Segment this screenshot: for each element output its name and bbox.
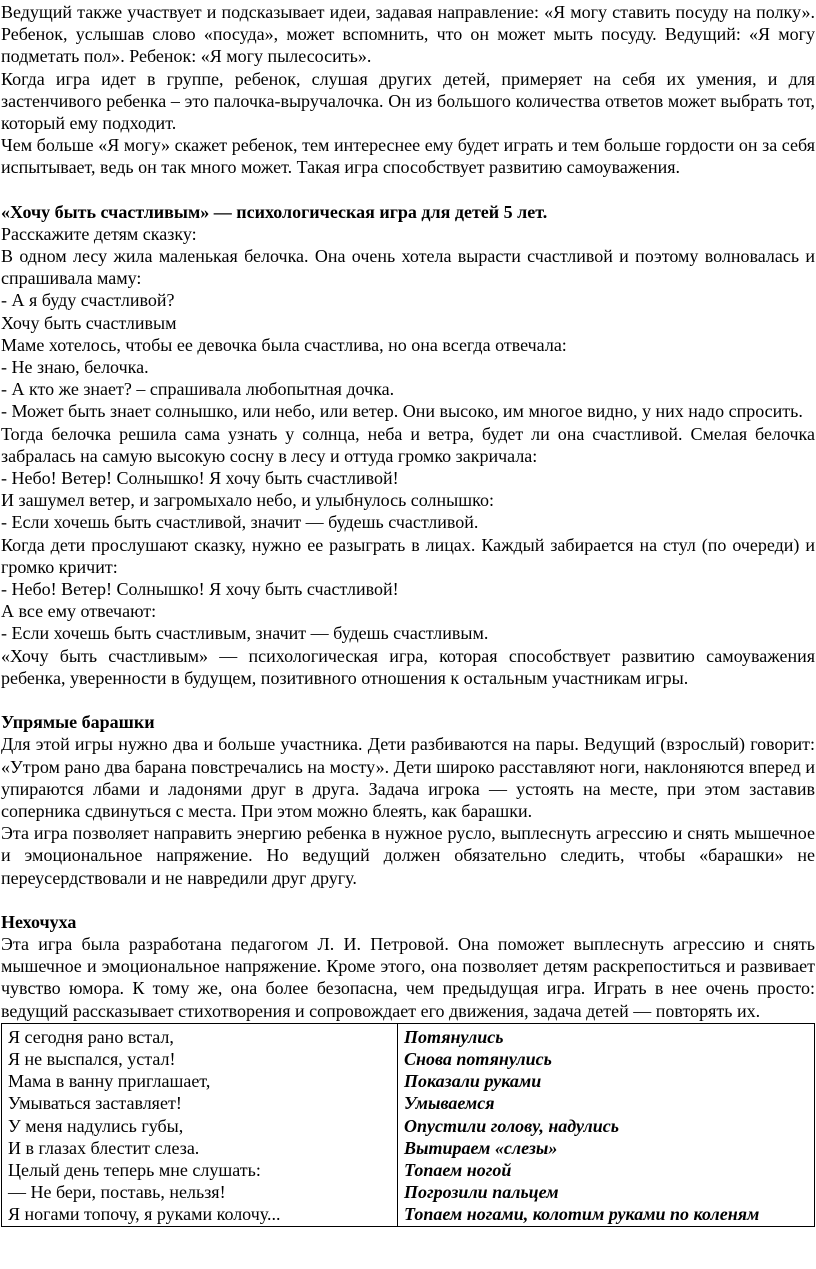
table-row [2, 1023, 815, 1226]
action-line: Топаем ногами, колотим руками по коленям [404, 1204, 760, 1225]
action-line: Потянулись [404, 1026, 504, 1047]
section3-paragraph: Эта игра была разработана педагогом Л. И. Петровой. Она поможет выплеснуть агрессию и снять мышечное и эмоциональное напряжение. Кроме этого, она позволяет детям раскрепоститься и развивает чувство юмора. К тому же, она более безопасна, чем предыдущая игра. Играть в нее очень просто: ведущий рассказывает стихотворения и сопровождает его движения, задача детей — повторять их. [1, 933, 815, 1021]
verse-line: У меня надулись губы, [8, 1115, 184, 1136]
section2-paragraph: Эта игра позволяет направить энергию ребенка в нужное русло, выплеснуть агрессию и снять мышечное и эмоциональное напряжение. Но ведущий должен обязательно следить, чтобы «барашки» не переусердствовали и не навредили друг другу. [1, 823, 815, 888]
action-line: Топаем ногой [404, 1159, 512, 1180]
section1-paragraph: - Если хочешь быть счастливой, значит — будешь счастливой. [1, 512, 479, 533]
section1-paragraph: Маме хотелось, чтобы ее девочка была счастлива, но она всегда отвечала: [1, 334, 567, 355]
section1-paragraph: - А кто же знает? – спрашивала любопытная дочка. [1, 379, 395, 400]
section1-paragraph: В одном лесу жила маленькая белочка. Она очень хотела вырасти счастливой и поэтому волновалась и спрашивала маму: [1, 246, 815, 289]
verse-line: И в глазах блестит слеза. [8, 1137, 200, 1158]
spacer [1, 689, 815, 711]
section1-paragraph: Расскажите детям сказку: [1, 223, 197, 244]
section2-paragraph: Для этой игры нужно два и больше участника. Дети разбиваются на пары. Ведущий (взрослый) говорит: «Утром рано два барана повстречались на мосту». Дети широко расставляют ноги, наклоняются вперед и упираются лбами и ладонями друг в друга. Задача игрока — устоять на месте, при этом заставив соперника сдвинуться с места. При этом можно блеять, как барашки. [1, 734, 815, 821]
intro-paragraph-2: Когда игра идет в группе, ребенок, слушая других детей, примеряет на себя их умения, и для застенчивого ребенка – это палочка-выручалочка. Он из большого количества ответов может выбрать тот, который ему подходит. [1, 68, 815, 134]
section1-paragraph: «Хочу быть счастливым» — психологическая игра, которая способствует развитию самоуважения ребенка, уверенности в будущем, позитивного отношения к остальным участникам игры. [1, 645, 815, 688]
intro-paragraph-3: Чем больше «Я могу» скажет ребенок, тем интереснее ему будет играть и тем больше гордости он за себя испытывает, ведь он так много может. Такая игра способствует развитию самоуважения. [1, 135, 815, 178]
section1-paragraph: - Небо! Ветер! Солнышко! Я хочу быть счастливой! [1, 468, 399, 489]
action-line: Умываемся [404, 1093, 495, 1114]
verse-line: — Не бери, поставь, нельзя! [8, 1182, 226, 1203]
verse-line: Умываться заставляет! [8, 1093, 182, 1114]
action-line: Показали руками [404, 1071, 542, 1092]
section1-paragraph: - Если хочешь быть счастливым, значит — будешь счастливым. [1, 623, 489, 644]
intro-paragraph-1: Ведущий также участвует и подсказывает идеи, задавая направление: «Я могу ставить посуду на полку». Ребенок, услышав слово «посуда», может вспомнить, что он может мыть посуду. Ведущий: «Я могу подметать пол». Ребенок: «Я могу пылесосить». [1, 2, 815, 67]
section1-paragraph: - Может быть знает солнышко, или небо, или ветер. Они высоко, им многое видно, у них надо спросить. [1, 401, 803, 422]
section-heading-rams: Упрямые барашки [1, 712, 155, 733]
section1-paragraph: А все ему отвечают: [1, 601, 157, 622]
section1-paragraph: - Не знаю, белочка. [1, 357, 149, 378]
section1-paragraph: - А я буду счастливой? [1, 290, 175, 311]
verse-line: Я ногами топочу, я руками колочу... [8, 1204, 281, 1225]
section1-paragraph: Тогда белочка решила сама узнать у солнца, неба и ветра, будет ли она счастливой. Смелая белочка забралась на самую высокую сосну в лесу и оттуда громко закричала: [1, 423, 815, 466]
document-content [1, 1, 815, 1227]
verse-line: Мама в ванну приглашает, [8, 1071, 211, 1092]
poem-table [1, 1023, 815, 1227]
section-heading-happy: «Хочу быть счастливым» — психологическая игра для детей 5 лет. [1, 201, 548, 222]
verse-line: Я не выспался, устал! [8, 1048, 176, 1069]
section1-paragraph: И зашумел ветер, и загромыхало небо, и улыбнулось солнышко: [1, 490, 494, 511]
section-heading-nekhochukha: Нехочуха [1, 911, 77, 932]
action-line: Погрозили пальцем [404, 1182, 559, 1203]
section1-paragraph: - Небо! Ветер! Солнышко! Я хочу быть счастливой! [1, 579, 399, 600]
action-line: Вытираем «слезы» [404, 1137, 558, 1158]
spacer [1, 179, 815, 201]
poem-actions-cell [398, 1023, 815, 1226]
action-line: Опустили голову, надулись [404, 1115, 619, 1136]
section1-paragraph: Когда дети прослушают сказку, нужно ее разыграть в лицах. Каждый забирается на стул (по очереди) и громко кричит: [1, 534, 815, 577]
spacer [1, 889, 815, 911]
section1-paragraph: Хочу быть счастливым [1, 312, 177, 333]
verse-line: Целый день теперь мне слушать: [8, 1159, 261, 1180]
poem-verses-cell [2, 1023, 398, 1226]
action-line: Снова потянулись [404, 1048, 552, 1069]
verse-line: Я сегодня рано встал, [8, 1026, 174, 1047]
